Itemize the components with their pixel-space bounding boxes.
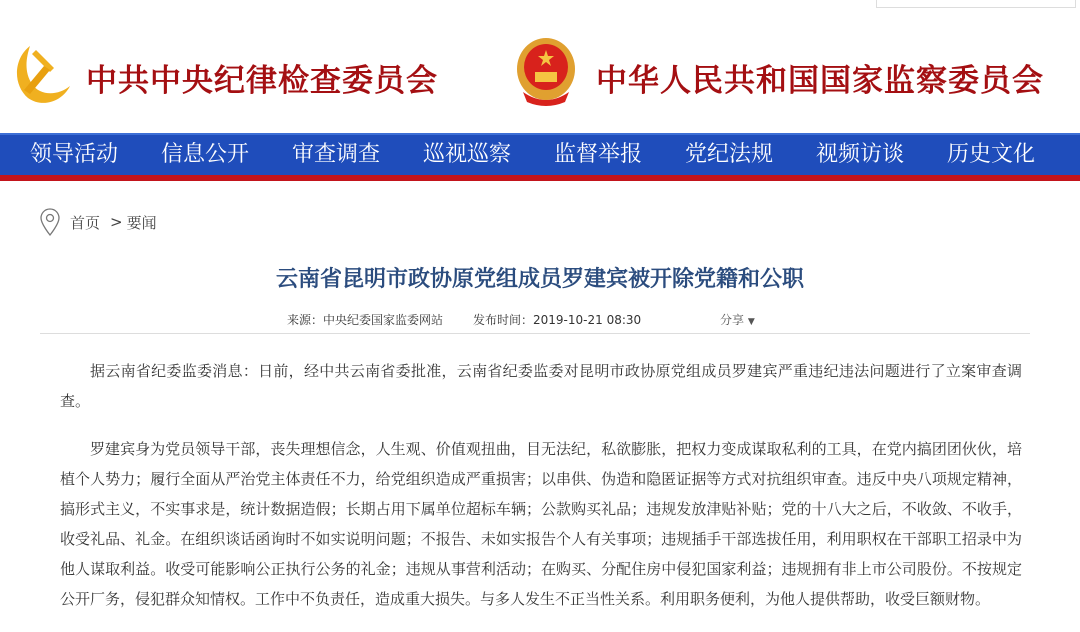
breadcrumb-home[interactable]: 首页: [70, 213, 101, 232]
nav-inspection[interactable]: 巡视巡察: [423, 142, 512, 167]
nav-regulations[interactable]: 党纪法规: [685, 142, 774, 167]
chevron-down-icon: ▼: [747, 317, 755, 327]
nav-info-disclosure[interactable]: 信息公开: [161, 142, 250, 167]
breadcrumb-separator: >: [110, 213, 123, 231]
nav-investigation[interactable]: 审查调查: [292, 142, 381, 167]
article-paragraph: 据云南省纪委监委消息：日前，经中共云南省委批准，云南省纪委监委对昆明市政协原党组成员罗建宾严重违纪违法问题进行了立案审查调查。: [60, 362, 1022, 410]
article-source: 来源：中央纪委国家监委网站: [287, 313, 444, 327]
nav-report[interactable]: 监督举报: [554, 142, 643, 167]
share-button[interactable]: [720, 311, 755, 328]
breadcrumb-current[interactable]: 要闻: [126, 213, 157, 232]
share-label: 分享: [720, 313, 745, 327]
nsc-title: 中华人民共和国国家监察委员会: [596, 63, 1044, 99]
article-title: 云南省昆明市政协原党组成员罗建宾被开除党籍和公职: [275, 267, 804, 292]
location-pin-icon: [40, 208, 60, 236]
cpc-ccdi-title: 中共中央纪律检查委员会: [86, 63, 438, 99]
divider: [40, 333, 1030, 334]
top-utility-box: [876, 0, 1076, 8]
article-meta: [287, 311, 641, 328]
nav-stripe: [0, 175, 1080, 181]
article-body: [60, 356, 1022, 632]
article-date: 发布时间：2019-10-21 08:30: [473, 313, 642, 327]
nav-leadership[interactable]: 领导活动: [30, 142, 119, 167]
breadcrumb: [40, 208, 157, 236]
national-emblem-icon: [515, 36, 577, 106]
nav-history[interactable]: 历史文化: [947, 142, 1036, 167]
article-paragraph: 罗建宾身为党员领导干部，丧失理想信念，人生观、价值观扭曲，目无法纪，私欲膨胀，把权力变成谋取私利的工具，在党内搞团团伙伙，培植个人势力；履行全面从严治党主体责任不力，给党组织造成严重损害；以串供、伪造和隐匿证据等方式对抗组织审查。违反中央八项规定精神，搞形式主义，不实事求是，统计数据造假；长期占用下属单位超标车辆；公款购买礼品；违规发放津贴补贴；党的十八大之后，不收敛、不收手，收受礼品、礼金。在组织谈话函询时不如实说明问题；不报告、未如实报告个人有关事项；违规插手干部选拔任用，利用职权在干部职工招录中为他人谋取利益。收受可能影响公正执行公务的礼金；违规从事营利活动；在购买、分配住房中侵犯国家利益；违规拥有非上市公司股份。不按规定公开厂务，侵犯群众知情权。工作中不负责任，造成重大损失。与多人发生不正当性关系。利用职务便利，为他人提供帮助，收受巨额财物。: [60, 440, 1022, 608]
nav-video[interactable]: 视频访谈: [816, 142, 905, 167]
party-emblem-icon: [10, 40, 72, 106]
main-nav: [0, 133, 1080, 175]
